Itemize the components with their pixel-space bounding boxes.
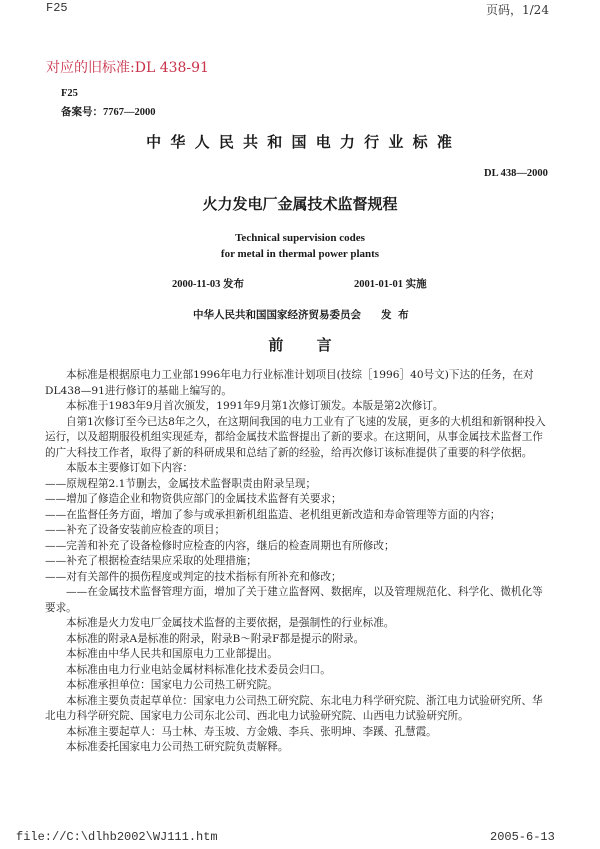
foreword-body bbox=[45, 368, 550, 756]
revision-item: ——补充了根据检查结果应采取的处理措施； bbox=[45, 555, 257, 567]
issuer-name: 中华人民共和国国家经济贸易委员会 bbox=[193, 310, 361, 321]
record-number: 备案号：7767—2000 bbox=[61, 107, 156, 118]
revision-item: ——在监督任务方面，增加了参与或承担新机组监造、老机组更新改造和寿命管理等方面的内容； bbox=[45, 508, 501, 521]
revision-item: ——完善和补充了设备检修时应检查的内容，继后的检查周期也有所修改； bbox=[45, 539, 395, 552]
classification-code: F25 bbox=[61, 88, 78, 99]
old-standard-note: 对应的旧标准:DL 438-91 bbox=[46, 60, 209, 76]
paragraph: 本标准是火力发电厂金属技术监督的主要依据，是强制性的行业标准。 bbox=[66, 617, 395, 629]
paragraph: 本标准承担单位：国家电力公司热工研究院。 bbox=[66, 679, 278, 691]
revision-item: ——在金属技术监督管理方面，增加了关于建立监督网、数据库，以及管理规范化、科学化、微机化等要求。 bbox=[45, 586, 543, 614]
document-title-cn: 火力发电厂金属技术监督规程 bbox=[202, 195, 398, 213]
page-header-code: F25 bbox=[46, 1, 68, 15]
document-title-en-line1: Technical supervision codes bbox=[235, 232, 365, 244]
paragraph: 本标准是根据原电力工业部1996年电力行业标准计划项目(技综［1996］40号文)下达的任务，在对DL438—91进行修订的基础上编写的。 bbox=[45, 369, 534, 397]
document-title-en-line2: for metal in thermal power plants bbox=[220, 248, 380, 260]
issue-date: 2000-11-03 发布 bbox=[172, 279, 245, 290]
effective-date: 2001-01-01 实施 bbox=[354, 279, 427, 290]
revision-item: ——补充了设备安装前应检查的项目； bbox=[45, 524, 226, 536]
revision-item: ——增加了修造企业和物资供应部门的金属技术监督有关要求； bbox=[45, 493, 342, 505]
standard-category: 中 华 人 民 共 和 国 电 力 行 业 标 准 bbox=[146, 133, 454, 151]
section-title-foreword: 前 言 bbox=[268, 336, 346, 354]
paragraph: 本标准由中华人民共和国原电力工业部提出。 bbox=[66, 648, 278, 660]
print-date: 2005-6-13 bbox=[490, 830, 555, 844]
paragraph: 本版本主要修订如下内容： bbox=[66, 462, 194, 474]
paragraph: 自第1次修订至今已达8年之久，在这期间我国的电力工业有了飞速的发展，更多的大机组和新钢种投入运行，以及超期服役机组实现延寿，都给金属技术监督提出了新的要求。在这期间，从事金属技术监督工作的广大科技工作者，取得了新的科研成果和总结了新的经验，给再次修订该标准提供了重要的科学依据。 bbox=[45, 415, 546, 459]
paragraph: 本标准委托国家电力公司热工研究院负责解释。 bbox=[66, 741, 289, 753]
paragraph: 本标准主要负责起草单位：国家电力公司热工研究院、东北电力科学研究院、浙江电力试验研究所、华北电力科学研究院、国家电力公司东北公司、西北电力试验研究院、山西电力试验研究所。 bbox=[45, 694, 543, 722]
paragraph: 本标准的附录A是标准的附录，附录B～附录F都是提示的附录。 bbox=[66, 632, 365, 645]
issuer-action: 发 布 bbox=[381, 310, 411, 321]
page-number: 页码，1/24 bbox=[486, 3, 549, 17]
paragraph: 本标准于1983年9月首次颁发，1991年9月第1次修订颁发。本版是第2次修订。 bbox=[66, 400, 444, 412]
file-path: file://C:\dlhb2002\WJ111.htm bbox=[16, 830, 218, 844]
revision-item: ——原规程第2.1节删去，金属技术监督职责由附录呈现； bbox=[45, 477, 317, 490]
paragraph: 本标准由电力行业电站金属材料标准化技术委员会归口。 bbox=[66, 663, 331, 676]
paragraph: 本标准主要起草人：马士林、寿玉坡、方金娥、李兵、张明坤、李蹊、孔慧霞。 bbox=[66, 725, 437, 738]
revision-item: ——对有关部件的损伤程度或判定的技术指标有所补充和修改； bbox=[45, 570, 342, 583]
standard-number: DL 438—2000 bbox=[484, 168, 548, 179]
